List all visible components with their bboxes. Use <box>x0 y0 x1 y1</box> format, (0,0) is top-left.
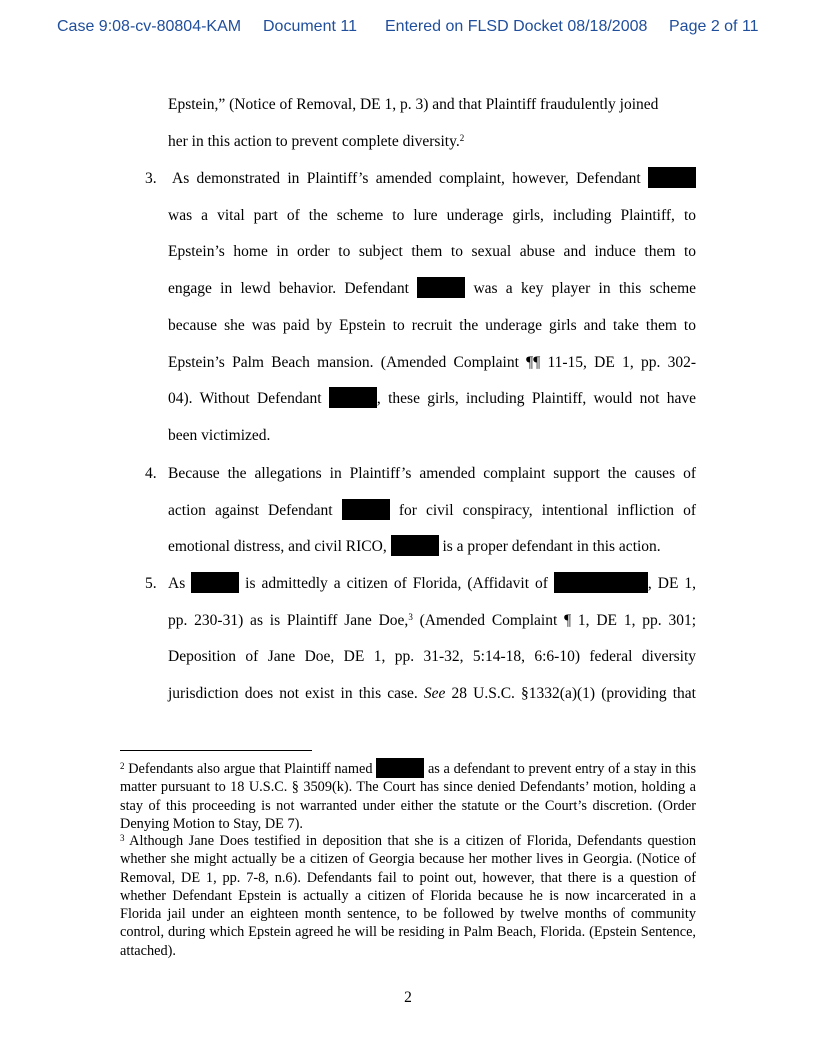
header-case-number: Case 9:08-cv-80804-KAM <box>57 18 242 35</box>
body-line: jurisdiction does not exist in this case. See 28 U.S.C. §1332(a)(1) (providing that <box>168 685 696 703</box>
footnote-2: $^2$ Defendants also argue that Plaintiff named as a defendant to prevent entry of a stay in this matter pursuant to 18 U.S.C. § 3509(k). The Court has since denied Defendants’ motion, holding a stay of this proceeding is not warranted under either the statute or the Court’s discretion. (Order Denying Motion to Stay, DE 7). <box>120 758 696 833</box>
redaction-box <box>329 387 377 408</box>
body-line: pp. 230-31) as is Plaintiff Jane Doe,$^3$ (Amended Complaint ¶ 1, DE 1, pp. 301; <box>168 611 696 629</box>
body-line: 04). Without Defendant , these girls, including Plaintiff, would not have <box>168 381 696 418</box>
body-line: As is admittedly a citizen of Florida, (Affidavit of , DE 1, <box>168 566 696 603</box>
paragraph-3 <box>168 161 696 455</box>
header-entered-date: Entered on FLSD Docket 08/18/2008 <box>385 18 648 35</box>
citation-signal: See <box>423 685 446 703</box>
body-line: her in this action to prevent complete diversity.$^2$ <box>168 132 465 150</box>
footnote-ref-3: 3 <box>408 611 413 622</box>
paragraph-4 <box>168 456 696 566</box>
body-line: As demonstrated in Plaintiff’s amended complaint, however, Defendant <box>168 161 696 198</box>
paragraph-5 <box>168 566 696 713</box>
body-line: engage in lewd behavior. Defendant was a key player in this scheme <box>168 271 696 308</box>
footnote-3: $^3$ Although Jane Does testified in deposition that she is a citizen of Florida, Defendants question whether she might actually be a citizen of Georgia because her mother lives in Georgia. (Notice of Removal, DE 1, pp. 7-8, n.6). Defendants fail to point out, however, that there is a question of whether Defendant Epstein is actually a citizen of Florida because he is now incarcerated in a Florida jail under an eighteen month sentence, to be followed by twelve months of community control, during which Epstein agreed he will be residing in Palm Beach, Florida. (Epstein Sentence, attached). <box>120 833 696 959</box>
body-line: because she was paid by Epstein to recruit the underage girls and take them to <box>168 316 696 334</box>
paragraph-number: 5. <box>145 575 157 592</box>
redaction-box <box>376 758 424 778</box>
redaction-box <box>417 277 465 298</box>
paragraph-number: 3. <box>145 170 157 187</box>
body-line: Epstein’s home in order to subject them to sexual abuse and induce them to <box>168 243 696 261</box>
redaction-box <box>391 535 439 556</box>
redaction-box <box>648 167 696 188</box>
body-line: was a vital part of the scheme to lure underage girls, including Plaintiff, to <box>168 206 696 224</box>
body-line: action against Defendant for civil conspiracy, intentional infliction of <box>168 493 696 530</box>
body-line: been victimized. <box>168 426 271 444</box>
body-line: Because the allegations in Plaintiff’s amended complaint support the causes of <box>168 465 696 482</box>
footnote-ref-2: 2 <box>459 132 465 143</box>
body-line: Deposition of Jane Doe, DE 1, pp. 31-32, 5:14-18, 6:6-10) federal diversity <box>168 648 696 666</box>
paragraph-2-continuation <box>168 87 696 160</box>
footnote-marker: 3 <box>120 833 125 843</box>
paragraph-number: 4. <box>145 465 157 482</box>
body-line: Epstein,” (Notice of Removal, DE 1, p. 3) and that Plaintiff fraudulently joined <box>168 96 659 113</box>
header-page-count: Page 2 of 11 <box>669 18 759 35</box>
header-document-number: Document 11 <box>263 18 357 35</box>
body-line: Epstein’s Palm Beach mansion. (Amended Complaint ¶¶ 11-15, DE 1, pp. 302- <box>168 353 696 371</box>
footnote-divider <box>120 750 312 751</box>
redaction-box <box>342 499 390 520</box>
footnote-marker: 2 <box>120 761 125 771</box>
redaction-box <box>191 572 239 593</box>
page-number: 2 <box>404 989 412 1006</box>
redaction-box <box>554 572 648 593</box>
body-line: emotional distress, and civil RICO, is a proper defendant in this action. <box>168 529 696 566</box>
